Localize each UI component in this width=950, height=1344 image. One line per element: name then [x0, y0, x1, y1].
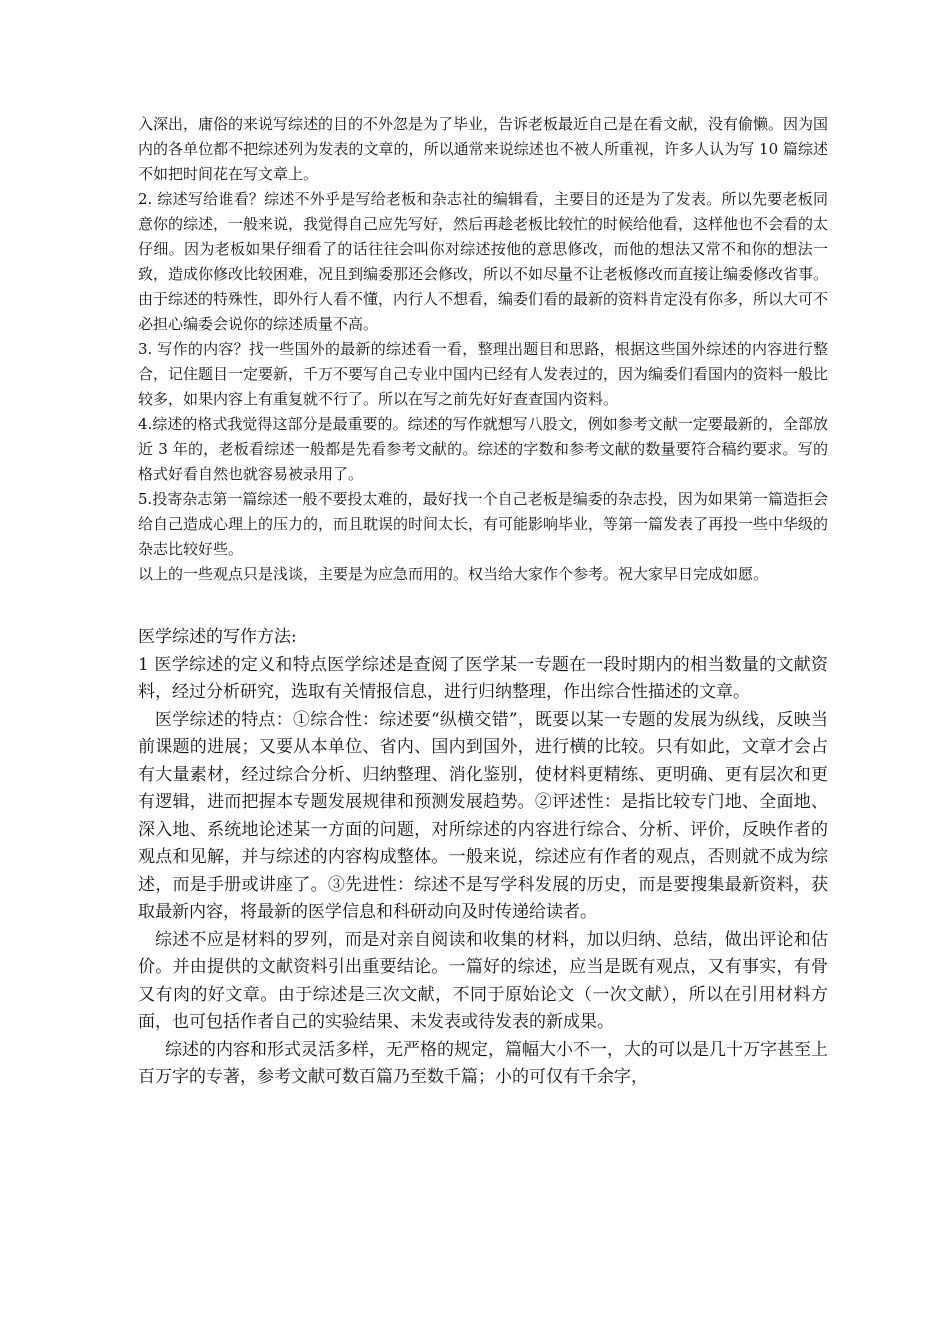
paragraph-not-listing: 综述不应是材料的罗列，而是对亲自阅读和收集的材料，加以归纳、总结，做出评论和估价。并由提供的文献资料引出重要结论。一篇好的综述，应当是既有观点，又有事实，有骨又有肉的好文章。由于综述是三次文献，不同于原始论文（一次文献），所以在引用材料方面，也可包括作者自己的实验结果、未发表或待发表的新成果。 [138, 929, 828, 1032]
paragraph-content-form: 综述的内容和形式灵活多样，无严格的规定，篇幅大小不一，大的可以是几十万字甚至上百万字的专著，参考文献可数百篇乃至数千篇；小的可仅有千余字， [138, 1039, 828, 1087]
paragraph-item-5: 5.投寄杂志第一篇综述一般不要投太难的，最好找一个自己老板是编委的杂志投，因为如果第一篇造拒会给自己造成心理上的压力的，而且耽误的时间太长，有可能影响毕业，等第一篇发表了再投一些中华级的杂志比较好些。 [138, 490, 829, 558]
review-tips-section [138, 112, 828, 587]
paragraph-item-2: 2. 综述写给谁看？综述不外乎是写给老板和杂志社的编辑看，主要目的还是为了发表。所以先要老板同意你的综述，一般来说，我觉得自己应先写好，然后再趁老板比较忙的时候给他看，这样他也不会看的太仔细。因为老板如果仔细看了的话往往会叫你对综述按他的意思修改，而他的想法又常不和你的想法一致，造成你修改比较困难，况且到编委那还会修改，所以不如尽量不让老板修改而直接让编委修改省事。由于综述的特殊性，即外行人看不懂，内行人不想看，编委们看的最新的资料肯定没有你多，所以大可不必担心编委会说你的综述质量不高。 [138, 190, 829, 333]
section-heading: 医学综述的写作方法: [138, 627, 297, 647]
document-page [138, 112, 828, 1092]
medical-review-section [138, 624, 828, 1092]
section-spacer [138, 587, 828, 624]
paragraph-item-4: 4.综述的格式我觉得这部分是最重要的。综述的写作就想写八股文，例如参考文献一定要最新的，全部放近 3 年的，老板看综述一般都是先看参考文献的。综述的字数和参考文献的数量要符合稿约要求。写的格式好看自然也就容易被录用了。 [138, 415, 828, 483]
paragraph-definition: 1 医学综述的定义和特点医学综述是查阅了医学某一专题在一段时期内的相当数量的文献资料，经过分析研究，选取有关情报信息，进行归纳整理，作出综合性描述的文章。 [138, 654, 828, 702]
paragraph-conclusion: 以上的一些观点只是浅谈，主要是为应急而用的。权当给大家作个参考。祝大家早日完成如愿。 [138, 565, 769, 583]
paragraph-intro-continuation: 入深出，庸俗的来说写综述的目的不外忽是为了毕业，告诉老板最近自己是在看文献，没有偷懒。因为国内的各单位都不把综述列为发表的文章的，所以通常来说综述也不被人所重视，许多人认为写 10 篇综述不如把时间花在写文章上。 [138, 115, 829, 183]
paragraph-characteristics: 医学综述的特点：①综合性：综述要“纵横交错”，既要以某一专题的发展为纵线，反映当前课题的进展；又要从本单位、省内、国内到国外，进行横的比较。只有如此，文章才会占有大量素材，经过综合分析、归纳整理、消化鉴别，使材料更精练、更明确、更有层次和更有逻辑，进而把握本专题发展规律和预测发展趋势。②评述性：是指比较专门地、全面地、深入地、系统地论述某一方面的问题，对所综述的内容进行综合、分析、评价，反映作者的观点和见解，并与综述的内容构成整体。一般来说，综述应有作者的观点，否则就不成为综述，而是手册或讲座了。③先进性：综述不是写学科发展的历史，而是要搜集最新资料，获取最新内容，将最新的医学信息和科研动向及时传递给读者。 [138, 709, 828, 922]
paragraph-item-3: 3. 写作的内容？找一些国外的最新的综述看一看，整理出题目和思路，根据这些国外综述的内容进行整合，记住题目一定要新，千万不要写自己专业中国内已经有人发表过的，因为编委们看国内的资料一般比较多，如果内容上有重复就不行了。所以在写之前先好好查查国内资料。 [138, 340, 829, 408]
